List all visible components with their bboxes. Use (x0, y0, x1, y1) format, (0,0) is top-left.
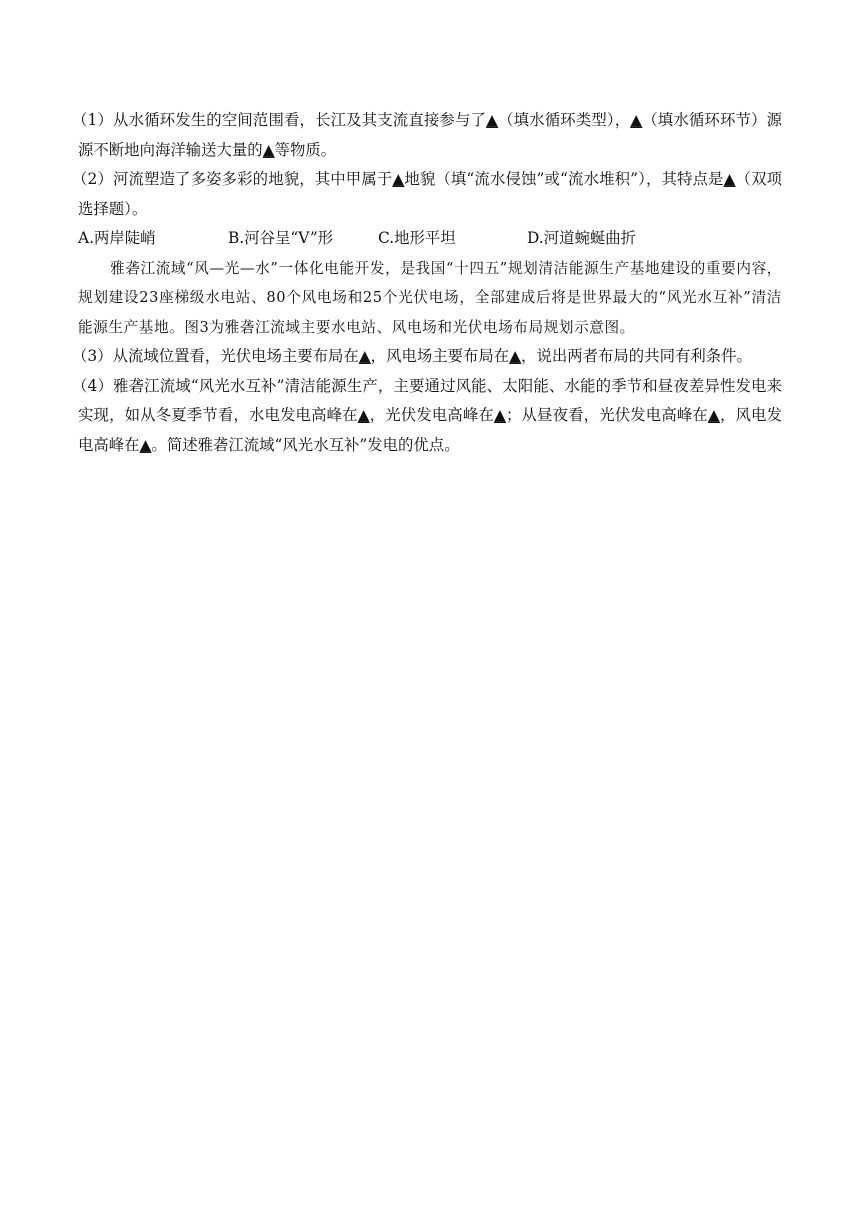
answer-blank-mark: ▲ (509, 347, 522, 365)
question-1-text-c: （填水循环环节）源源不断地向海洋输送大量的 (78, 111, 782, 159)
question-4-text-d: ，风电发电高峰在 (78, 406, 782, 454)
answer-blank-mark: ▲ (358, 347, 371, 365)
question-content (72, 106, 782, 460)
question-3-text-c: ，说出两者布局的共同有利条件。 (521, 347, 752, 365)
question-2-text-b: 地貌（填“流水侵蚀”或“流水堆积”），其特点是 (404, 170, 724, 188)
question-4 (72, 372, 782, 461)
question-3-text-a: （3）从流域位置看，光伏电场主要布局在 (72, 347, 359, 365)
option-a: A.两岸陡峭 (78, 229, 156, 247)
option-b: B.河谷呈“V”形 (228, 229, 334, 247)
answer-options (78, 224, 782, 254)
option-c: C.地形平坦 (378, 229, 456, 247)
question-4-text-c: ；从昼夜看，光伏发电高峰在 (505, 406, 708, 424)
question-1 (72, 106, 782, 165)
question-2-text-c: （双项选择题）。 (78, 170, 782, 218)
answer-blank-mark: ▲ (723, 170, 736, 188)
question-1-text-a: （1）从水循环发生的空间范围看，长江及其支流直接参与了 (72, 111, 487, 129)
question-3 (72, 342, 782, 372)
question-4-text-b: ，光伏发电高峰在 (369, 406, 494, 424)
answer-blank-mark: ▲ (262, 140, 275, 159)
question-4-text-e: 。简述雅砻江流域“风光水互补”发电的优点。 (151, 435, 460, 454)
question-1-text-d: 等物质。 (274, 140, 337, 159)
answer-blank-mark: ▲ (139, 435, 152, 454)
answer-blank-mark: ▲ (630, 111, 643, 129)
question-2-text-a: （2）河流塑造了多姿多彩的地貌，其中甲属于 (72, 170, 393, 188)
question-3-text-b: ，风电场主要布局在 (370, 347, 510, 365)
answer-blank-mark: ▲ (486, 111, 499, 129)
option-d: D.河道蜿蜒曲折 (527, 229, 637, 247)
question-1-text-b: （填水循环类型）， (498, 111, 631, 129)
answer-blank-mark: ▲ (707, 406, 720, 424)
answer-blank-mark: ▲ (493, 406, 506, 424)
question-2 (72, 165, 782, 224)
answer-blank-mark: ▲ (357, 406, 370, 424)
question-4-text-a: （4）雅砻江流域“风光水互补”清洁能源生产，主要通过风能、太阳能、水能的季节和昼夜差异性发电来实现，如从冬夏季节看，水电发电高峰在 (72, 376, 782, 424)
material-paragraph: 雅砻江流域“风—光—水”一体化电能开发，是我国“十四五”规划清洁能源生产基地建设的重要内容，规划建设23座梯级水电站、80个风电场和25个光伏电场，全部建成后将是世界最大的“风光水互补”清洁能源生产基地。图3为雅砻江流域主要水电站、风电场和光伏电场布局规划示意图。 (78, 259, 782, 336)
answer-blank-mark: ▲ (392, 170, 405, 188)
